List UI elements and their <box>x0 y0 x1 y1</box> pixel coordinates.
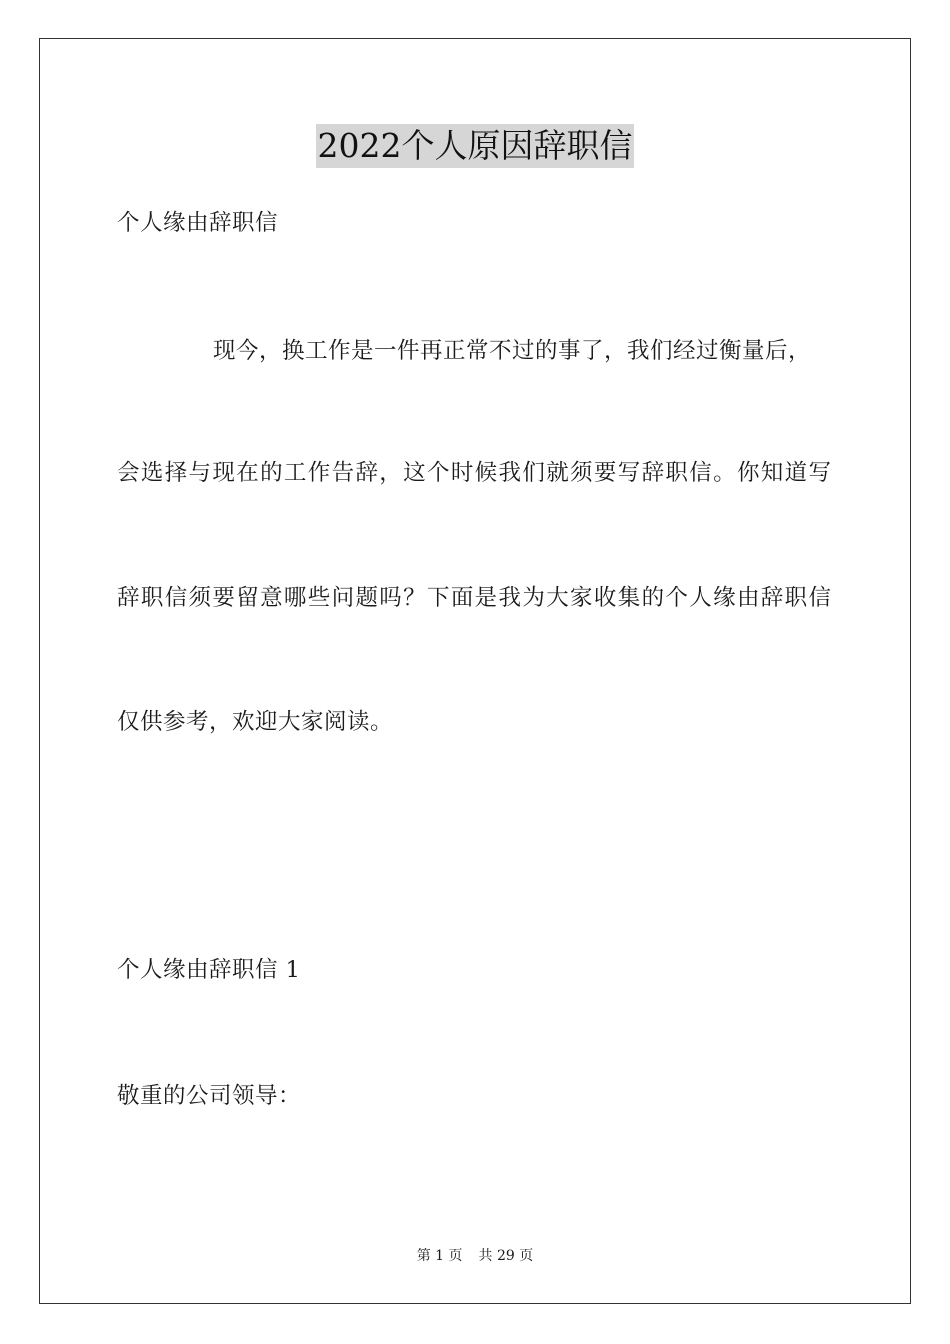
page-number: 第 1 页 <box>416 1248 463 1264</box>
document-subtitle: 个人缘由辞职信 <box>117 210 279 236</box>
page-footer <box>0 1246 950 1266</box>
title-container <box>0 124 950 168</box>
paragraph-line-1: 现今，换工作是一件再正常不过的事了，我们经过衡量后， <box>213 338 812 364</box>
section-heading: 个人缘由辞职信 1 <box>117 957 301 983</box>
paragraph-line-3: 辞职信须要留意哪些问题吗？下面是我为大家收集的个人缘由辞职信 <box>117 585 831 611</box>
paragraph-line-2: 会选择与现在的工作告辞，这个时候我们就须要写辞职信。你知道写 <box>117 460 831 486</box>
paragraph-line-4: 仅供参考，欢迎大家阅读。 <box>117 709 394 735</box>
total-pages: 共 29 页 <box>478 1248 534 1264</box>
document-title: 2022个人原因辞职信 <box>316 124 635 168</box>
salutation: 敬重的公司领导： <box>117 1083 302 1109</box>
